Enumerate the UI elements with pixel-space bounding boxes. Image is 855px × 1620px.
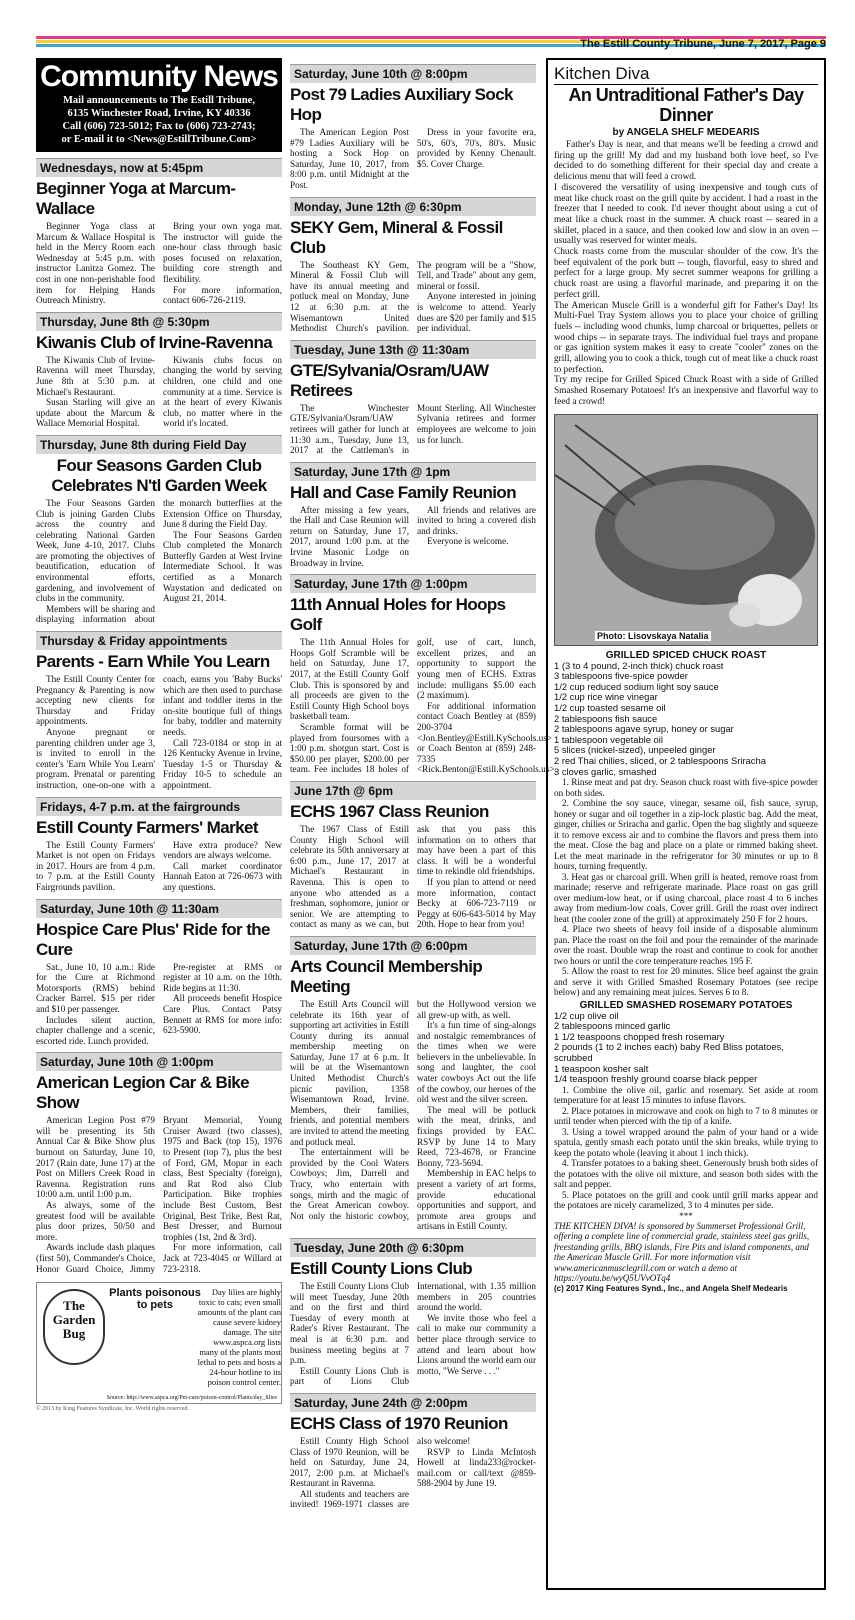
recipe-steps (554, 777, 818, 998)
event-section (36, 797, 282, 893)
mail-line: Mail announcements to The Estill Tribune, (63, 95, 255, 106)
recipe-step: 3. Heat gas or charcoal grill. When grill is heated, remove roast from marinade; reserve and refrigerate marinade. Place roast on gas grill over medium-low heat, or if using charcoal, place roast 4 to 6 inches away from medium-low coals. Cover grill. Grill the roast over indirect heat (the cooler zone of the grill) at approximately 250 F for 2 hours. (554, 871, 818, 924)
ingredient: 1/4 teaspoon freshly ground coarse black pepper (554, 1073, 758, 1085)
paragraph: Estill County High School Class of 1970 Reunion, will be held on Saturday, June 24, 2017, 2:00 p.m. at Michael's Restaurant in Ravenna. (290, 1435, 409, 1489)
ingredient: 5 slices (nickel-sized), unpeeled ginger (554, 744, 716, 756)
ingredient: 1/2 cup reduced sodium light soy sauce (554, 680, 719, 692)
kitchen-diva-headline: An Untraditional Father's Day Dinner (568, 85, 804, 125)
ingredient: 1 (3 to 4 pound, 2-inch thick) chuck roast (554, 659, 724, 671)
garden-bug-source: Source: http://www.aspca.org/Pet-care/poison-control/Plants/day_lilies (106, 1395, 277, 1402)
paragraph: The Four Seasons Garden Club completed the Monarch Butterfly Garden at West Irvine Intermediate School. It was certified as a Monarch Waystation and dedicated on August 21, 2014. (163, 529, 282, 604)
garden-bug-logo: The Garden Bug (43, 1289, 105, 1365)
paragraph: Try my recipe for Grilled Spiced Chuck Roast with a side of Grilled Smashed Rosemary Potatoes! It's an inexpensive and flavorful way to feed a crowd! (554, 375, 818, 407)
paragraph: Have extra produce? New vendors are always welcome. (163, 839, 282, 861)
garden-bug-copyright: © 2013 by King Features Syndicate, Inc. World rights reserved. (36, 1406, 189, 1413)
event-headline: American Legion Car & Bike Show (36, 1073, 250, 1113)
paragraph: The meal will be potluck with the meat, drinks, and fixings provided by EAC. RSVP by June 14 to Mary Reed, 723-4678, or Francine Bonny, 723-5694. (417, 1104, 536, 1168)
event-body (290, 403, 536, 456)
event-body (36, 221, 282, 306)
paragraph: As always, some of the greatest food will be available plus door prizes, 50/50 and more. (36, 1200, 155, 1242)
paragraph: All proceeds benefit Hospice Care Plus. Contact Patsy Bennett at RMS for more info: 623-5900. (163, 993, 282, 1036)
event-section (36, 631, 282, 791)
photo-credit: Photo: Lisovskaya Natalia (597, 630, 709, 641)
event-headline: 11th Annual Holes for Hoops Golf (290, 595, 506, 635)
ingredient: 2 tablespoons agave syrup, honey or sugar (554, 723, 734, 735)
kitchen-diva-copyright: (c) 2017 King Features Synd., Inc., and Angela Shelf Medearis (554, 1283, 788, 1293)
recipe-step: 4. Place two sheets of heavy foil inside of a disposable aluminum pan. Place the roast on the foil and pour the remainder of the marinade over the roast. Double wrap the roast and continue to cook for another two hours or until the core temperature reaches 195 F. (554, 924, 818, 966)
event-headline: Estill County Lions Club (290, 1258, 473, 1278)
mail-line: Call (606) 723-5012; Fax to (606) 723-2743; (62, 121, 256, 132)
paragraph: Beginner Yoga class at Marcum & Wallace Hospital is held in the Mercy Room each Wednesday at 5:45 p.m. with instructor Lanitza Gomez. The cost in one non-perishable food item for Helping Hands Outreach Ministry. (36, 221, 155, 306)
ingredient: 1/2 cup rice wine vinegar (554, 691, 658, 703)
event-date-bar: Saturday, June 17th @ 1pm (290, 462, 536, 481)
paragraph: Chuck roasts come from the muscular shoulder of the cow. It's the beef equivalent of the pork butt -- tough, flavorful, easy to shred and perfect for a large group. My secret summer weapons for grilling a chuck roast are using a flavorful marinade, and preparing it on the perfect grill. (554, 247, 818, 300)
event-headline: Arts Council Membership Meeting (290, 956, 483, 996)
paragraph: RSVP to Linda McIntosh Howell at linda233@rocket-mail.com or call/text @859-588-2904 by June 19. (417, 1446, 536, 1489)
event-headline: ECHS Class of 1970 Reunion (290, 1413, 508, 1433)
event-section (36, 312, 282, 429)
event-section (36, 899, 282, 1047)
paragraph: It's a fun time of sing-alongs and nostalgic remembrances of the times when we were believers in the unbelievable. In song and laughter, the cool water cowboys Act out the life of the cowboy, our heroes of the old west and the silver screen. (417, 1020, 536, 1105)
ingredient: 1 tablespoon vegetable oil (554, 733, 663, 745)
paragraph: The 11th Annual Holes for Hoops Golf Scramble will be held on Saturday, June 17, 2017, at the Estill County Golf Club. This is sponsored by and all proceeds are given to the Estill County High School boys basketball team. (290, 637, 409, 722)
paragraph: All friends and relatives are invited to bring a covered dish and drinks. (417, 504, 536, 536)
paragraph: Dress in your favorite era, 50's, 60's, 70's, 80's. Music provided by Kenny Chenault. $5. Cover Charge. (417, 127, 536, 169)
event-date-bar: June 17th @ 6pm (290, 781, 536, 800)
paragraph: All students and teachers are invited! 1969-1971 classes are also welcome! (290, 1435, 471, 1510)
event-date-bar: Thursday, June 8th during Field Day (36, 435, 282, 454)
paragraph: Pre-register at RMS or register at 10 a.m. on the 10th. Ride begins at 11:30. (163, 961, 282, 993)
ingredient: 3 cloves garlic, smashed (554, 765, 657, 777)
paragraph: Call market coordinator Hannah Eaton at 726-0673 with any questions. (163, 860, 282, 892)
event-section (36, 1052, 282, 1274)
event-date-bar: Saturday, June 10th @ 11:30am (36, 899, 282, 918)
ingredient: 1 teaspoon kosher salt (554, 1062, 649, 1074)
ingredient-list (554, 1011, 818, 1085)
event-date-bar: Saturday, June 10th @ 1:00pm (36, 1052, 282, 1071)
event-body (36, 962, 282, 1047)
event-date-bar: Saturday, June 10th @ 8:00pm (290, 64, 536, 83)
event-section (290, 462, 536, 569)
ingredient: 1 1/2 teaspoons chopped fresh rosemary (554, 1030, 725, 1042)
recipe-steps (554, 1085, 818, 1211)
event-section (36, 158, 282, 306)
event-headline: ECHS 1967 Class Reunion (290, 801, 489, 821)
column-middle (290, 58, 557, 1510)
paragraph: Susan Starling will give an update about the Marcum & Wallace Memorial Hospital. (36, 397, 155, 429)
paragraph: Scramble format will be played from foursomes with a 1:00 p.m. shotgun start. Cost is $50.00 per player, $200.00 per team. Fee includes 18 holes of golf, use of cart, lunch, excellent prizes, and an opportunity to support the young men of ECHS. Extras include: mulligans $5.00 each (2 maximum). (290, 637, 536, 775)
event-date-bar: Fridays, 4-7 p.m. at the fairgrounds (36, 797, 282, 816)
paragraph: The entertainment will be provided by the Cool Waters Cowboys; Jim, Darrell and Tracy, who entertain with songs, mirth and the magic of the Great American cowboy. Not only the historic cowboy, but the Hollywood version we all grew-up with, as well. (290, 998, 536, 1221)
recipe-step: 1. Combine the olive oil, garlic and rosemary. Set aside at room temperature for at least 15 minutes to infuse flavors. (554, 1084, 818, 1106)
event-headline: Four Seasons Garden Club Celebrates N'tl Garden Week (51, 455, 267, 495)
event-body (36, 840, 282, 893)
kitchen-diva-box (546, 58, 826, 1590)
community-news-box (36, 58, 282, 152)
paragraph: The American Muscle Grill is a wonderful gift for Father's Day! Its Multi-Fuel Tray System allows you to place your choice of grilling fuels -- including wood chunks, lump charcoal or briquettes, pellets or wood chips -- in separate trays. The individual fuel trays and propane or gas ignition system makes it easy to create "cooler" zones on the grill, allowing you to cook a thick, tough cut of meat like a chuck roast to perfection. (554, 300, 818, 375)
event-date-bar: Wednesdays, now at 5:45pm (36, 158, 282, 177)
event-section (36, 435, 282, 625)
paragraph: Includes silent auction, chapter challenge and a scenic, escorted ride. Lunch provided. (36, 1014, 155, 1046)
photo-illustration (555, 415, 817, 645)
paragraph: Members will be sharing and displaying information about the monarch butterflies at the Extension Office on Thursday, June 8 during the Field Day. (36, 497, 282, 625)
paragraph: We invite those who feel a call to make our community a better place through service to attend and learn about how Lions around the world earn our motto, "We Serve . . ." (417, 1312, 536, 1376)
paragraph: The Four Seasons Garden Club is joining Garden Clubs across the country and celebrating National Garden Week, June 4-10, 2017. Clubs are promoting the objectives of beautification, education of environmental efforts, gardening, and involvement of clubs in the community. (36, 497, 155, 604)
paragraph: Bring your own yoga mat. The instructor will guide the one-hour class through basic poses focused on relaxation, building core strength and flexibility. (163, 221, 282, 284)
ingredient: 1/2 cup toasted sesame oil (554, 701, 666, 713)
recipe-title: GRILLED SMASHED ROSEMARY POTATOES (579, 999, 793, 1011)
event-section (290, 64, 536, 191)
event-section (290, 197, 536, 334)
garden-bug-box (36, 1282, 282, 1404)
event-body (36, 1115, 282, 1274)
paragraph: The Kiwanis Club of Irvine-Ravenna will meet Thursday, June 8th at 5:30 p.m. at Michael's Restaurant. (36, 354, 155, 397)
event-body (290, 505, 536, 569)
event-date-bar: Monday, June 12th @ 6:30pm (290, 197, 536, 216)
event-date-bar: Saturday, June 24th @ 2:00pm (290, 1393, 536, 1412)
event-section (290, 1238, 536, 1387)
paragraph: Father's Day is near, and that means we'll be feeding a crowd and firing up the grill! My dad and my husband both love beef, so I've decided to do something different for their special day and create a delicious menu that will feed a crowd. (554, 140, 818, 183)
byline: by ANGELA SHELF MEDEARIS (612, 127, 760, 138)
event-body (290, 127, 536, 191)
paragraph: The Estill County Lions Club will meet Tuesday, June 20th and on the first and third Tuesday of every month at Rader's River Restaurant. The meal is at 6:30 p.m. and business meeting begins at 7 p.m. (290, 1280, 409, 1366)
event-date-bar: Tuesday, June 13th @ 11:30am (290, 340, 536, 359)
event-date-bar: Tuesday, June 20th @ 6:30pm (290, 1238, 536, 1257)
kitchen-diva-label: Kitchen Diva (554, 64, 818, 85)
paragraph: Call 723-0184 or stop in at 126 Kentucky Avenue in Irvine, Tuesday 1-5 or Thursday & Friday 10-5 to schedule an appointment. (163, 737, 282, 790)
paragraph: For additional information contact Coach Bentley at (859) 200-3704 <Jon.Bentley@Estill.KySchools.us> or Coach Benton at (859) 248-7335 <Rick.Benton@Estill.KySchools.us>. (417, 700, 557, 775)
separator-stars: *** (679, 1210, 693, 1221)
paragraph: If you plan to attend or need more information, contact Becky at 606-723-7119 or Peggy at 606-643-5014 by May 20th. Hope to hear from you! (417, 876, 536, 930)
recipe-step: 2. Place potatoes in microwave and cook on high to 7 to 8 minutes or until tender when pierced with the tip of a knife. (554, 1105, 818, 1127)
paragraph: Anyone interested in joining is welcome to attend. Yearly dues are $20 per family and $15 per individual. (417, 291, 536, 334)
paragraph: I discovered the versatility of using inexpensive and tough cuts of meat like chuck roast on the grill quite by accident. I had a roast in the freezer that I needed to cook. I'd never thought about using a cut of meat like a chuck roast in the summer. A chuck roast -- seared in a skillet, placed in a sauce, and then cooked low and slow in an oven -- usually was reserved for winter meals. (554, 182, 818, 247)
event-headline: Beginner Yoga at Marcum-Wallace (36, 179, 236, 218)
paragraph: The Estill Arts Council will celebrate its 16th year of supporting art activities in Estill County during its annual membership meeting on Saturday, June 17 at 6 p.m. It will be at the Wisemantown United Methodist Church's picnic pavilion, 1358 Wisemantown Road, Irvine. Members, their families, friends, and potential members are invited to attend the meeting and potluck meal. (290, 998, 409, 1147)
event-body (36, 498, 282, 625)
kitchen-diva-intro (554, 140, 818, 408)
event-section (290, 781, 536, 930)
paragraph: American Legion Post #79 will be presenting its 5th Annual Car & Bike Show plus burnout on Saturday, June 10, 2017 (Rain date, June 17) at the Post on Millers Creek Road in Ravenna. Registration runs 10:00 a.m. until 1:00 p.m. (36, 1115, 155, 1200)
paragraph: The Estill County Farmers' Market is not open on Fridays in 2017. Hours are from 4 p.m. to 7 p.m. at the Estill County Fairgrounds pavilion. (36, 839, 155, 892)
event-body (290, 260, 536, 334)
event-date-bar: Thursday & Friday appointments (36, 631, 282, 650)
paragraph: The Estill County Center for Pregnancy & Parenting is now accepting new clients for Thursday and Friday appointments. (36, 674, 155, 727)
recipe-step: 5. Place potatoes on the grill and cook until grill marks appear and the potatoes are nicely caramelized, 3 to 4 minutes per side. (554, 1189, 818, 1211)
paragraph: The Winchester GTE/Sylvania/Osram/UAW retirees will gather for lunch at 11:30 a.m., Tuesday, June 13, 2017 at the Cattleman's in Mount Sterling. All Winchester Sylvania retirees and former employees are welcome to join us for lunch. (290, 402, 536, 456)
event-body (290, 999, 536, 1232)
event-headline: Post 79 Ladies Auxiliary Sock Hop (290, 85, 513, 124)
event-section (290, 1393, 536, 1510)
community-news-title: Community News (40, 60, 278, 93)
event-date-bar: Thursday, June 8th @ 5:30pm (36, 312, 282, 331)
chuck-roast-photo (554, 414, 818, 646)
event-headline: SEKY Gem, Mineral & Fossil Club (290, 217, 503, 257)
event-body (290, 1436, 536, 1510)
garden-bug-text: Day lilies are highly toxic to cats; even small amounts of the plant can cause severe kidney damage. The site www.aspca.org lists many of the plants most lethal to pets and hosts a 24-hour hotline to its poison control center. (197, 1287, 281, 1388)
paragraph: For more information, call Jack at 723-4045 or Willard at 723-2318. (163, 1242, 282, 1274)
mail-line: 6135 Winchester Road, Irvine, KY 40336 (67, 108, 251, 119)
recipe-step: 5. Allow the roast to rest for 20 minutes. Slice beef against the grain and serve it with Grilled Smashed Rosemary Potatoes (see recipe below) and any remaining meat juices. Serves 6 to 8. (554, 966, 818, 998)
event-headline: Hospice Care Plus' Ride for the Cure (36, 919, 270, 959)
event-section (290, 574, 557, 775)
paragraph: Everyone is welcome. (427, 536, 509, 547)
ingredient: 2 tablespoons fish sauce (554, 712, 658, 724)
ingredient: 3 tablespoons five-spice powder (554, 670, 688, 682)
recipe-title: GRILLED SPICED CHUCK ROAST (605, 649, 767, 661)
event-section (290, 340, 536, 456)
event-headline: Hall and Case Family Reunion (290, 482, 516, 502)
sponsor-note: THE KITCHEN DIVA! is sponsored by Summerset Professional Grill, offering a complete line of commercial grade, stainless steel gas grills, freestanding grills, BBQ islands, Fire Pits and island components, and the American Muscle Grill. For more information visit www.americanmusclegrill.com or watch a demo at https://youtu.be/wyQ5UVvOTq4 (554, 1220, 810, 1284)
recipe-step: 3. Using a towel wrapped around the palm of your hand or a wide spatula, gently smash each potato until the skin breaks, while trying to keep the potato whole (leaving it about 1 inch thick). (554, 1126, 818, 1158)
paragraph: After missing a few years, the Hall and Case Reunion will return on Saturday, June 17, 2017, around 1:00 p.m. at the Irvine Masonic Lodge on Broadway in Irvine. (290, 504, 409, 568)
ingredient: 2 pounds (1 to 2 inches each) baby Red Bliss potatoes, scrubbed (554, 1041, 784, 1063)
event-body (290, 637, 557, 775)
recipe-step: 1. Rinse meat and pat dry. Season chuck roast with five-spice powder on both sides. (554, 777, 818, 798)
event-headline: Parents - Earn While You Learn (36, 652, 270, 672)
mail-line: or E-mail it to <News@EstillTribune.Com> (61, 134, 257, 145)
event-body (290, 1281, 536, 1387)
paragraph: Membership in EAC helps to present a variety of art forms, provide educational opportunities and support, and promote area groups and artisans in Estill County. (417, 1168, 536, 1232)
event-section (290, 936, 536, 1232)
event-body (36, 674, 282, 791)
column-left (36, 58, 282, 1412)
ingredient-list (554, 661, 818, 778)
recipe-step: 2. Combine the soy sauce, vinegar, sesame oil, fish sauce, syrup, honey or sugar and oil together in a zip-lock plastic bag. Add the meat, ginger, chilies or Sriracha and garlic. Open the bag slightly and squeeze it to remove excess air and to combine the flavors and press them into the meat. Close the bag and place on a plate or rimmed baking sheet. Let the meat marinade in the refrigerator for 30 minutes or up to 8 hours, turning frequently. (554, 798, 818, 872)
ingredient: 2 red Thai chilies, sliced, or 2 tablespoons Sriracha (554, 754, 766, 766)
paragraph: The American Legion Post #79 Ladies Auxiliary will be hosting a Sock Hop on Saturday, June 10, 2017, from 8:00 p.m. until Midnight at the Post. (290, 127, 409, 190)
ingredient: 2 tablespoons minced garlic (554, 1020, 671, 1032)
event-body (290, 824, 536, 930)
page-header: The Estill County Tribune, June 7, 2017, Page 9 (580, 38, 826, 50)
paragraph: For more information, contact 606-726-2119. (163, 284, 282, 306)
ingredient: 1/2 cup olive oil (554, 1009, 619, 1021)
event-headline: Kiwanis Club of Irvine-Ravenna (36, 332, 273, 352)
paragraph: The 1967 Class of Estill County High School will celebrate its 50th anniversary at 6:00 p.m., June 17, 2017 at Michael's Restaurant in Ravenna. This is open to anyone who attended as a freshman, sophomore, junior or senior. We are attempting to contact as many as we can, but ask that you pass this information on to others that may have been a part of this class. It will be a wonderful time to rekindle old friendships. (290, 823, 536, 930)
recipe-step: 4. Transfer potatoes to a baking sheet. Generously brush both sides of the potatoes with the olive oil mixture, and season both sides with the salt and pepper. (554, 1158, 818, 1190)
event-date-bar: Saturday, June 17th @ 6:00pm (290, 936, 536, 955)
event-date-bar: Saturday, June 17th @ 1:00pm (290, 574, 536, 593)
paragraph: Kiwanis clubs focus on changing the world by serving children, one child and one community at a time. Service is at the heart of every Kiwanis club, no matter where in the world it's located. (163, 354, 282, 429)
event-headline: GTE/Sylvania/Osram/UAW Retirees (290, 360, 489, 400)
paragraph: Anyone pregnant or parenting children under age 3, is invited to enroll in the center's 'Earn While You Learn' program. Prenatal or parenting instruction, one-on-one with a coach, earns you 'Baby Bucks' which are then used to purchase infant and toddler items in the on-site boutique full of things for baby, toddler and maternity needs. (36, 674, 282, 790)
event-headline: Estill County Farmers' Market (36, 817, 258, 837)
paragraph: The Southeast KY Gem, Mineral & Fossil Club will have its annual meeting and potluck meal on Monday, June 12 at 6:30 p.m. at the Wisemantown United Methodist Church's pavilion. The program will be a "Show, Tell, and Trade" about any gem, mineral or fossil. (290, 259, 536, 334)
paragraph: Estill County Lions Club is part of Lions Club International, with 1.35 million members in 205 countries around the world. (290, 1280, 536, 1387)
paragraph: Sat., June 10, 10 a.m.: Ride for the Cure at Richmond Motorsports (RMS) behind Cracker Barrel. $15 per rider and $10 per passenger. (36, 961, 155, 1014)
event-body (36, 355, 282, 429)
paragraph: Awards include dash plaques (first 50), Commander's Choice, Honor Guard Choice, Jimmy Bryant Memorial, Young Cruiser Award (two classes), 1975 and Back (top 15), 1976 to Present (top 7), plus the best of Ford, GM, Mopar in each class, Best Specialty (foreign), and Rat Rod also Club Participation. Bike trophies include Best Custom, Best Original, Best Trike, Best Rat, Best Dresser, and Burnout trophies (1st, 2nd & 3rd). (36, 1115, 282, 1274)
garden-bug-title: Plants poisonous to pets (109, 1287, 201, 1312)
